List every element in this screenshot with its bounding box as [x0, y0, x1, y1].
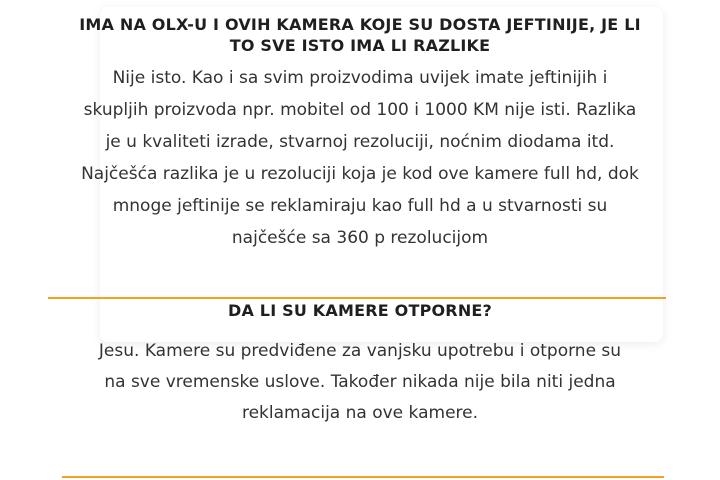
faq-answer-2: Jesu. Kamere su predviđene za vanjsku upotrebu i otporne su na sve vremenske uslove. Također nikada nije bila niti jedna reklamacija na ove kamere. [98, 341, 622, 423]
faq-question-1: IMA NA OLX-U I OVIH KAMERA KOJE SU DOSTA JEFTINIJE, JE LI TO SVE ISTO IMA LI RAZLIKE [79, 15, 641, 55]
faq-divider [62, 476, 664, 478]
faq-divider [48, 297, 666, 299]
faq-answer-1: Nije isto. Kao i sa svim proizvodima uvijek imate jeftinijih i skupljih proizvoda npr. mobitel od 100 i 1000 KM nije isti. Razlika je u kvaliteti izrade, stvarnoj rezoluciji, noćnim diodama itd. Najčešća razlika je u rezoluciji koja je kod ove kamere full hd, dok mnoge jeftinije se reklamiraju kao full hd a u stvarnosti su najčešće sa 360 p rezolucijom [81, 68, 639, 248]
faq-question-2: DA LI SU KAMERE OTPORNE? [227, 301, 493, 320]
